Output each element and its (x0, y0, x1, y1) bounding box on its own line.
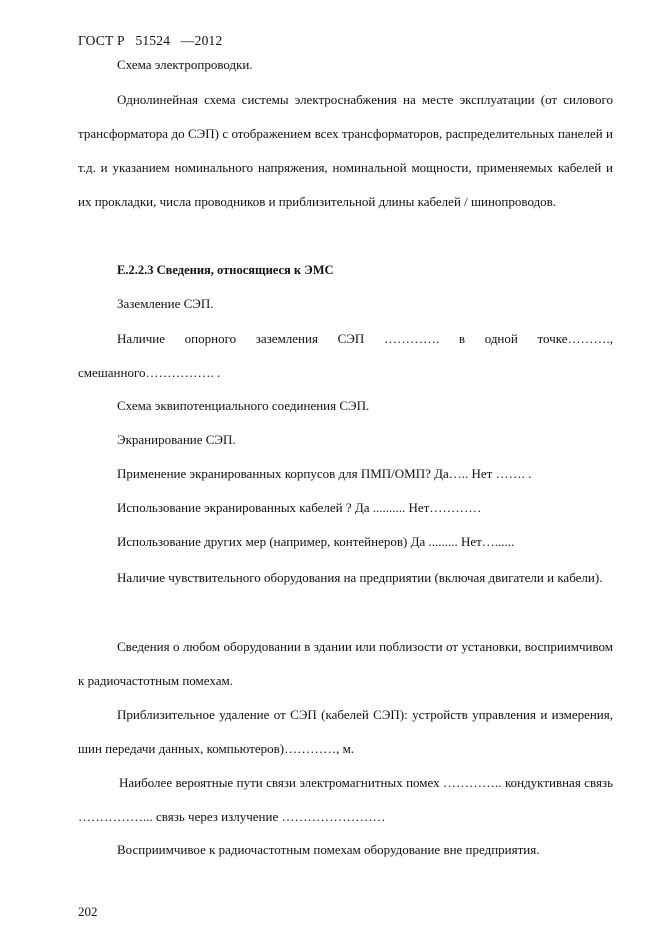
shielded-cases-line: Применение экранированных корпусов для ПМП/ОМП? Да….. Нет ……. . (117, 466, 532, 481)
coupling-paths-paragraph: Наиболее вероятные пути связи электромагнитных помех ………….. кондуктивная связь ……………... связь через излучение …………………… (78, 775, 613, 824)
external-equipment-line: Восприимчивое к радиочастотным помехам оборудование вне предприятия. (117, 842, 540, 857)
distance-paragraph: Приблизительное удаление от СЭП (кабелей СЭП): устройств управления и измерения, шин передачи данных, компьютеров)…………, м. (78, 707, 613, 756)
shielding-line: Экранирование СЭП. (117, 432, 236, 447)
reference-ground-paragraph: Наличие опорного заземления СЭП …………. в одной точке………., смешанного……………. . (78, 331, 613, 380)
wiring-diagram-line: Схема электропроводки. (117, 57, 253, 72)
single-line-diagram-paragraph: Однолинейная схема системы электроснабжения на месте эксплуатации (от силового трансформатора до СЭП) с отображением всех трансформаторов, распределительных панелей и т.д. и указанием номинального напряжения, номинальной мощности, применяемых кабелей и их прокладки, числа проводников и приблизительной длины кабелей / шинопроводов. (78, 92, 613, 209)
equipotential-line: Схема эквипотенциального соединения СЭП. (117, 398, 370, 413)
shielded-cables-line: Использование экранированных кабелей ? Да .......... Нет………… (117, 500, 482, 515)
grounding-line: Заземление СЭП. (117, 296, 214, 311)
rf-equipment-paragraph: Сведения о любом оборудовании в здании или поблизости от установки, восприимчивом к радиочастотным помехам. (78, 639, 613, 688)
sensitive-equipment-paragraph: Наличие чувствительного оборудования на предприятии (включая двигатели и кабели). (117, 570, 603, 585)
page-number: 202 (78, 904, 98, 919)
other-measures-line: Использование других мер (например, контейнеров) Да ......... Нет…...... (117, 534, 515, 549)
document-header: ГОСТ Р 51524 —2012 (78, 33, 223, 48)
section-heading: Е.2.2.3 Сведения, относящиеся к ЭМС (117, 263, 334, 277)
